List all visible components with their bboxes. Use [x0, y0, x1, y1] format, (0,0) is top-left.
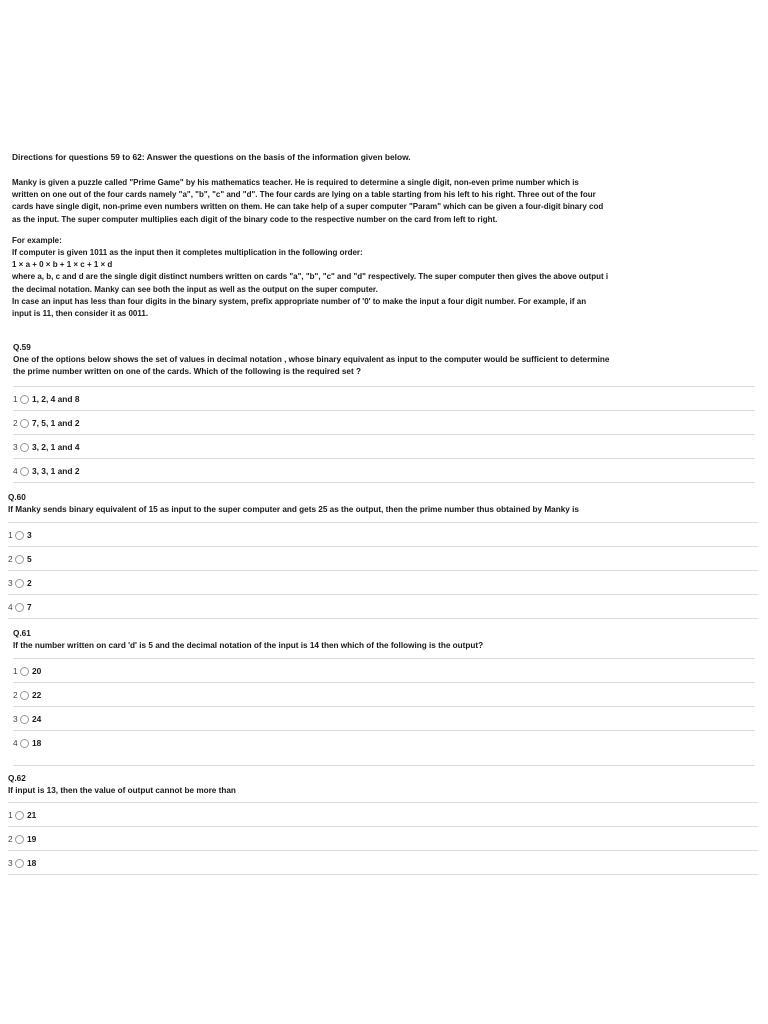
- option-q60-3[interactable]: [8, 570, 758, 595]
- option-label: 20: [32, 666, 42, 676]
- example-line: the decimal notation. Manky can see both the input as well as the output on the super computer.: [12, 284, 378, 294]
- radio-button[interactable]: [15, 531, 24, 540]
- option-label: 1, 2, 4 and 8: [32, 394, 80, 404]
- option-q60-2[interactable]: [8, 546, 758, 571]
- radio-button[interactable]: [20, 443, 29, 452]
- question-text-line: the prime number written on one of the cards. Which of the following is the required set ?: [13, 367, 361, 377]
- option-number: 2: [13, 690, 18, 700]
- option-q61-2[interactable]: [13, 682, 755, 707]
- question-number: Q.61: [13, 629, 31, 638]
- question-text-line: If input is 13, then the value of output cannot be more than: [8, 786, 236, 795]
- option-label: 21: [27, 810, 37, 820]
- example-line: where a, b, c and d are the single digit distinct numbers written on cards "a", "b", "c" and "d" respectively. The super computer then gives the above output i: [12, 272, 609, 282]
- example-line: For example:: [12, 235, 62, 245]
- option-q60-4[interactable]: [8, 594, 758, 619]
- option-q59-2[interactable]: [13, 410, 755, 435]
- example-line: 1 × a + 0 × b + 1 × c + 1 × d: [12, 260, 113, 270]
- intro-paragraph: [12, 177, 757, 226]
- option-q61-1[interactable]: [13, 658, 755, 683]
- option-q59-4[interactable]: [13, 458, 755, 483]
- radio-button[interactable]: [20, 419, 29, 428]
- option-q59-1[interactable]: [13, 386, 755, 411]
- option-number: 1: [13, 666, 18, 676]
- option-number: 4: [13, 738, 18, 748]
- option-q62-1[interactable]: [8, 802, 758, 827]
- option-number: 3: [8, 858, 13, 868]
- radio-button[interactable]: [15, 811, 24, 820]
- radio-button[interactable]: [20, 467, 29, 476]
- option-number: 4: [13, 466, 18, 476]
- question-text: [13, 640, 761, 652]
- option-number: 2: [13, 418, 18, 428]
- question-61: [13, 628, 761, 652]
- example-line: If computer is given 1011 as the input then it completes multiplication in the following order:: [12, 248, 363, 258]
- radio-button[interactable]: [20, 667, 29, 676]
- option-q62-3[interactable]: [8, 850, 758, 875]
- radio-button[interactable]: [15, 603, 24, 612]
- option-label: 19: [27, 834, 37, 844]
- option-number: 1: [13, 394, 18, 404]
- radio-button[interactable]: [20, 691, 29, 700]
- intro-line: Manky is given a puzzle called "Prime Game" by his mathematics teacher. He is required to determine a single digit, non-even prime number which is: [12, 178, 579, 187]
- option-label: 5: [27, 554, 32, 564]
- question-text: [8, 504, 756, 516]
- example-paragraph: [12, 235, 757, 320]
- question-number: Q.62: [8, 774, 26, 783]
- question-text: [8, 785, 756, 797]
- directions-block: [12, 152, 757, 320]
- option-label: 7: [27, 602, 32, 612]
- option-q61-3[interactable]: [13, 706, 755, 731]
- question-text-line: If Manky sends binary equivalent of 15 as input to the super computer and gets 25 as the output, then the prime number thus obtained by Manky is: [8, 505, 579, 514]
- question-59: [13, 342, 761, 378]
- option-number: 3: [13, 714, 18, 724]
- option-q62-2[interactable]: [8, 826, 758, 851]
- example-line: In case an input has less than four digits in the binary system, prefix appropriate number of '0' to make the input a four digit number. For example, if an: [12, 296, 587, 306]
- option-q60-1[interactable]: [8, 522, 758, 547]
- divider: [8, 618, 758, 619]
- question-text: [13, 354, 761, 378]
- question-text-line: One of the options below shows the set of values in decimal notation , whose binary equivalent as input to the computer would be sufficient to determine: [13, 355, 610, 364]
- radio-button[interactable]: [20, 739, 29, 748]
- radio-button[interactable]: [15, 835, 24, 844]
- option-label: 3: [27, 530, 32, 540]
- divider: [13, 765, 755, 766]
- intro-line: written on one out of the four cards namely "a", "b", "c" and "d". The four cards are lying on a table starting from his left to his right. Three out of the four: [12, 190, 596, 200]
- question-number: Q.59: [13, 343, 31, 352]
- option-label: 3, 3, 1 and 2: [32, 466, 80, 476]
- question-62: [8, 773, 756, 797]
- option-label: 18: [27, 858, 37, 868]
- radio-button[interactable]: [15, 859, 24, 868]
- option-label: 7, 5, 1 and 2: [32, 418, 80, 428]
- option-label: 24: [32, 714, 42, 724]
- directions-title: Directions for questions 59 to 62: Answer the questions on the basis of the information given below.: [12, 152, 411, 162]
- option-label: 22: [32, 690, 42, 700]
- radio-button[interactable]: [20, 395, 29, 404]
- question-text-line: If the number written on card 'd' is 5 and the decimal notation of the input is 14 then which of the following is the output?: [13, 641, 484, 650]
- option-label: 2: [27, 578, 32, 588]
- option-number: 1: [8, 530, 13, 540]
- radio-button[interactable]: [15, 555, 24, 564]
- radio-button[interactable]: [20, 715, 29, 724]
- question-number: Q.60: [8, 493, 26, 502]
- option-label: 3, 2, 1 and 4: [32, 442, 80, 452]
- radio-button[interactable]: [15, 579, 24, 588]
- option-number: 2: [8, 554, 13, 564]
- intro-line: cards have single digit, non-prime even numbers written on them. He can take help of a super computer "Param" which can be given a four-digit binary cod: [12, 202, 604, 212]
- intro-line: as the input. The super computer multiplies each digit of the binary code to the respective number on the card from left to right.: [12, 214, 498, 224]
- option-number: 3: [8, 578, 13, 588]
- option-number: 2: [8, 834, 13, 844]
- option-q59-3[interactable]: [13, 434, 755, 459]
- divider: [8, 874, 758, 875]
- question-60: [8, 492, 756, 516]
- option-number: 3: [13, 442, 18, 452]
- option-label: 18: [32, 738, 42, 748]
- option-q61-4[interactable]: [13, 730, 755, 755]
- example-line: input is 11, then consider it as 0011.: [12, 309, 149, 319]
- divider: [13, 482, 755, 483]
- option-number: 4: [8, 602, 13, 612]
- option-number: 1: [8, 810, 13, 820]
